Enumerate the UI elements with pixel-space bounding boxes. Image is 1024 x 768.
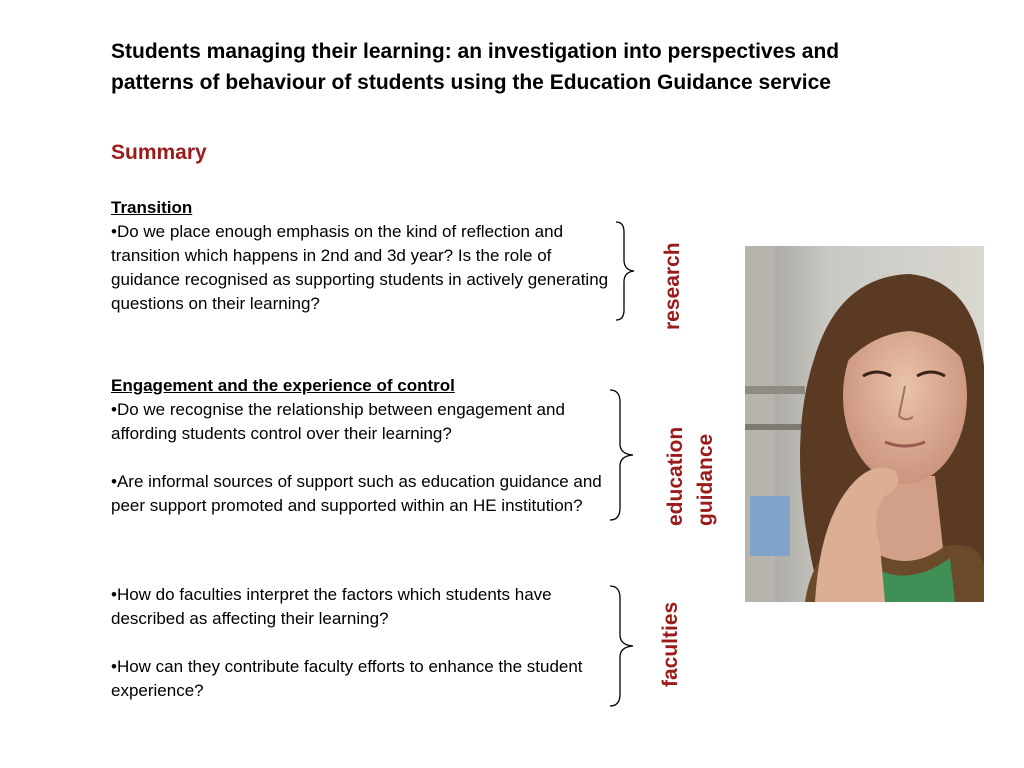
- faculties-bullet-1: •How do faculties interpret the factors which students have described as affecting their learning?: [111, 585, 552, 628]
- engagement-bullet-1: •Do we recognise the relationship between engagement and affording students control over their learning?: [111, 400, 565, 443]
- faculties-section: [111, 583, 611, 703]
- transition-heading: Transition: [111, 198, 193, 217]
- label-faculties: faculties: [659, 601, 682, 687]
- summary-heading: Summary: [111, 141, 207, 164]
- engagement-bullet-2: •Are informal sources of support such as education guidance and peer support promoted and supported within an HE institution?: [111, 472, 602, 515]
- student-photo: [745, 246, 984, 602]
- brace-faculties: [606, 584, 636, 708]
- faculties-bullet-2: •How can they contribute faculty efforts to enhance the student experience?: [111, 657, 583, 700]
- engagement-heading: Engagement and the experience of control: [111, 376, 455, 395]
- label-education: education: [664, 426, 687, 526]
- brace-research: [612, 220, 636, 322]
- transition-section: [111, 196, 611, 316]
- transition-bullet: •Do we place enough emphasis on the kind of reflection and transition which happens in 2nd and 3d year? Is the role of guidance recognised as supporting students in actively generating questions on their learning?: [111, 222, 609, 313]
- engagement-section: [111, 374, 611, 518]
- label-education-guidance: [661, 402, 721, 526]
- label-research: research: [661, 242, 684, 330]
- label-guidance: guidance: [694, 433, 717, 526]
- slide-title: Students managing their learning: an investigation into perspectives and patterns of behaviour of students using the Education Guidance service: [111, 40, 840, 94]
- brace-education-guidance: [606, 388, 636, 522]
